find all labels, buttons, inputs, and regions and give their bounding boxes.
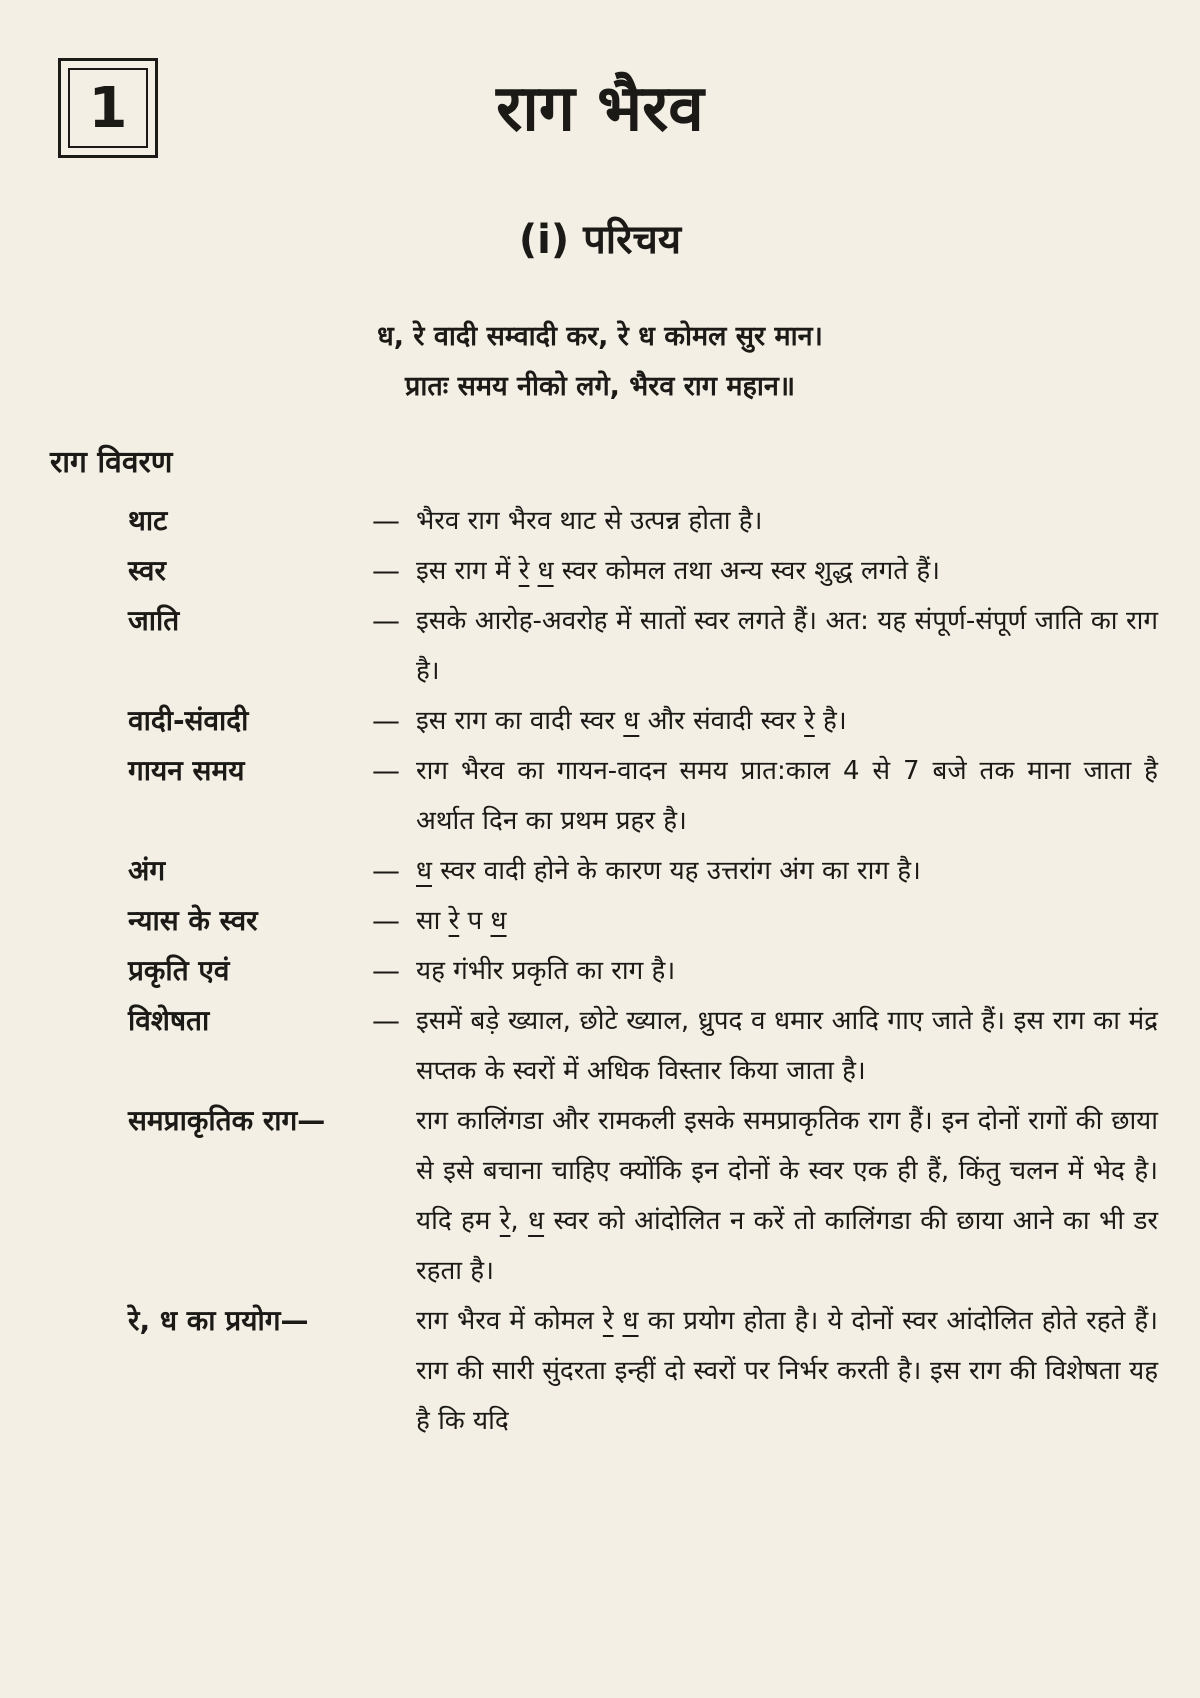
term-description: राग भैरव का गायन-वादन समय प्रात:काल 4 से 7 बजे तक माना जाता है अर्थात दिन का प्रथम प्रहर है। [416,756,1158,836]
desc-text [529,556,537,586]
row-gayan-samay [128,746,1158,846]
term-description: भैरव राग भैरव थाट से उत्पन्न होता है। [416,506,763,536]
desc-text: का प्रयोग होता है। ये दोनों स्वर आंदोलित होते रहते हैं। राग की सारी सुंदरता इन्हीं दो स्वरों पर निर्भर करती है। इस राग की विशेषता यह है कि यदि [416,1306,1159,1436]
term-description [416,1096,1158,1296]
row-swar [128,546,1158,596]
raag-vivaran-heading: राग विवरण [50,445,173,480]
term-description: इसमें बड़े ख्याल, छोटे ख्याल, ध्रुपद व धमार आदि गाए जाते हैं। इस राग का मंद्र सप्तक के स्वरों में अधिक विस्तार किया जाता है। [416,1006,1158,1086]
desc-text: स्वर कोमल तथा अन्य स्वर शुद्ध लगते हैं। [553,556,940,586]
komal-swar: रे [499,1206,511,1236]
doha-verse [0,312,1200,412]
komal-swar: ध [416,856,432,886]
term-label: थाट [128,504,168,537]
komal-swar: रे [602,1306,614,1336]
term-description [416,896,1158,946]
section-subtitle: (i) परिचय [518,217,682,263]
komal-swar: रे [518,556,530,586]
dash: — [372,1004,400,1037]
term-description [416,846,1158,896]
term-label: न्यास के स्वर [128,904,258,937]
term-description: इसके आरोह-अवरोह में सातों स्वर लगते हैं। अत: यह संपूर्ण-संपूर्ण जाति का राग है। [416,606,1158,686]
dash: — [372,704,400,737]
desc-text: इस राग का वादी स्वर [416,706,624,736]
dash: — [372,604,400,637]
term-label: समप्राकृतिक राग— [128,1104,326,1137]
dash: — [372,554,400,587]
desc-text [614,1306,623,1336]
term-description: यह गंभीर प्रकृति का राग है। [416,956,676,986]
term-description [416,696,1158,746]
row-samprakritik-raag [128,1096,1158,1296]
desc-text: राग कालिंगडा और रामकली इसके समप्राकृतिक राग हैं। इन दोनों रागों की छाया से इसे बचाना चाहिए क्योंकि इन दोनों के स्वर एक ही हैं, किंतु चलन में भेद है। यदि हम [416,1106,1158,1236]
desc-text: , [510,1206,529,1236]
komal-swar: ध [528,1206,545,1236]
komal-swar: ध [622,1306,639,1336]
desc-text: और संवादी स्वर [639,706,805,736]
term-label: स्वर [128,554,166,587]
desc-text: है। [814,706,847,736]
term-label: वादी-संवादी [128,704,249,737]
desc-text: स्वर को आंदोलित न करें तो कालिंगडा की छाया आने का भी डर रहता है। [416,1206,1158,1286]
row-jaati [128,596,1158,696]
desc-text: सा [416,906,449,936]
doha-line-2: प्रातः समय नीको लगे, भैरव राग महान॥ [404,371,796,402]
desc-text: इस राग में [416,556,519,586]
dash: — [372,504,400,537]
term-label: विशेषता [128,1004,210,1037]
komal-swar: ध [490,906,507,936]
doha-line-1: ध, रे वादी सम्वादी कर, रे ध कोमल सुर मान। [377,321,823,352]
komal-swar: ध [537,556,554,586]
dash: — [372,854,400,887]
dash: — [372,904,400,937]
term-label: प्रकृति एवं [128,954,230,987]
desc-text: स्वर वादी होने के कारण यह उत्तरांग अंग का राग है। [432,856,921,886]
term-label: गायन समय [128,754,245,787]
dash: — [372,954,400,987]
row-ang [128,846,1158,896]
desc-text: प [459,906,491,936]
page-title: राग भैरव [496,72,704,146]
dash: — [372,754,400,787]
chapter-number: 1 [68,68,148,148]
details-list [128,496,1158,1446]
desc-text: राग भैरव में कोमल [416,1306,603,1336]
komal-swar: ध [623,706,640,736]
komal-swar: रे [448,906,460,936]
row-re-dha-prayog [128,1296,1158,1446]
row-thaat [128,496,1158,546]
term-label: रे, ध का प्रयोग— [128,1304,309,1337]
row-vadi-samvadi [128,696,1158,746]
term-label: अंग [128,854,166,887]
komal-swar: रे [804,706,815,736]
term-label: जाति [128,604,180,637]
term-description [416,1296,1158,1446]
row-prakriti [128,946,1158,996]
term-description [416,546,1158,596]
row-nyas-swar [128,896,1158,946]
row-visheshta [128,996,1158,1096]
